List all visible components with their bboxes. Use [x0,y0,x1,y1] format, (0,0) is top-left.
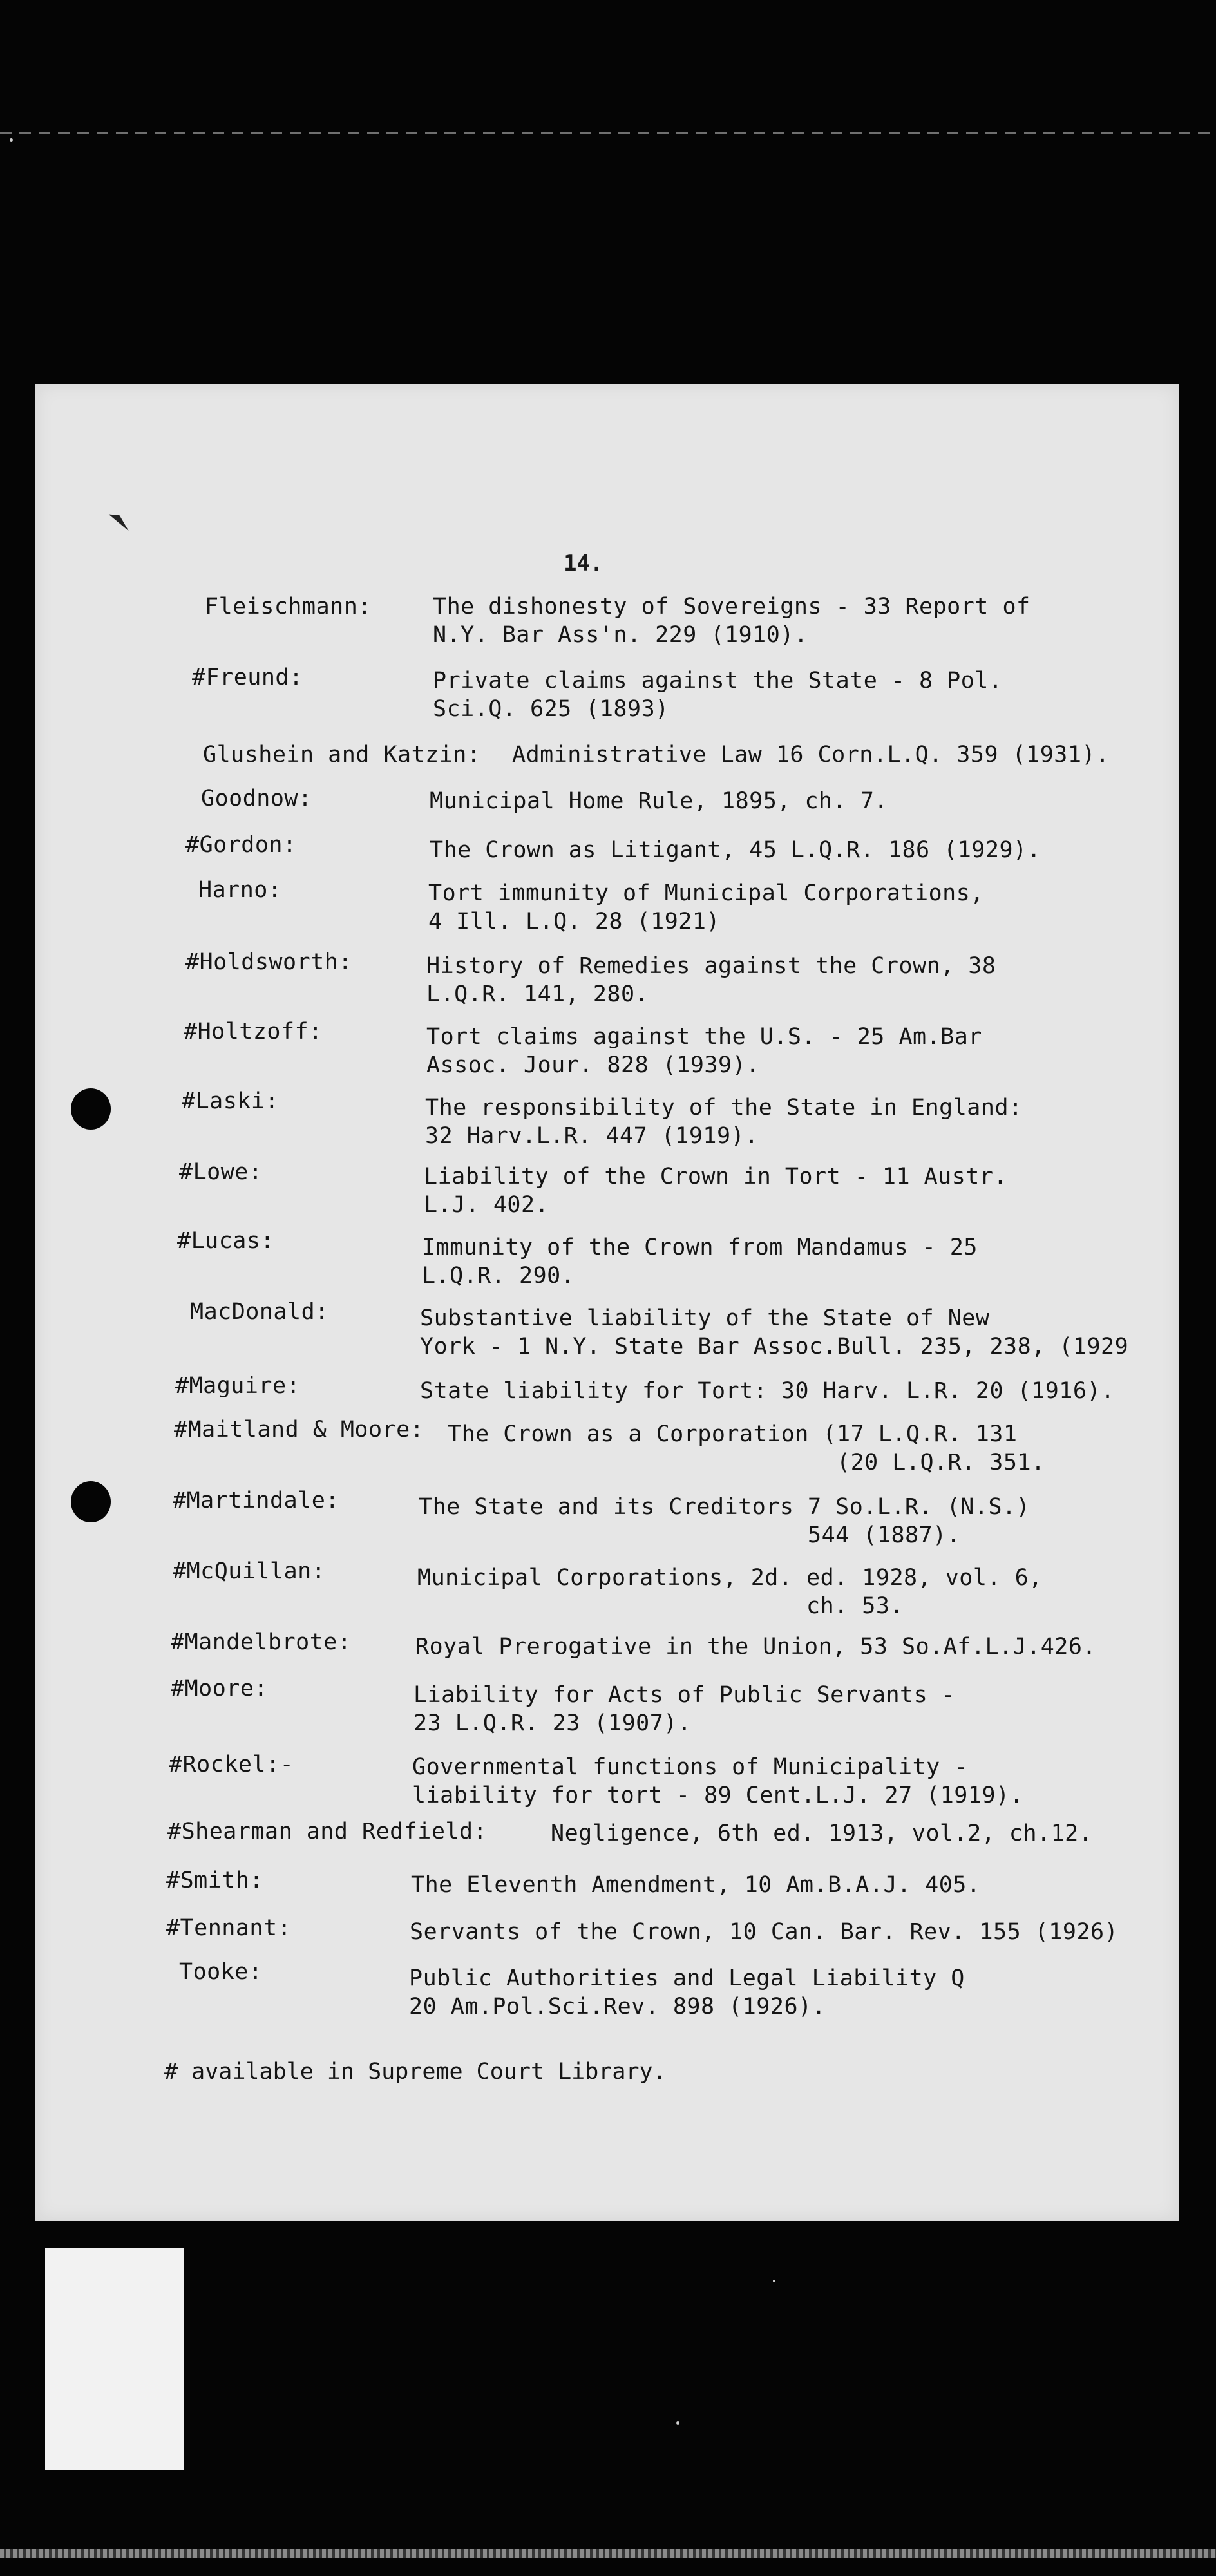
entry-citation: State liability for Tort: 30 Harv. L.R. 20 (1916). [420,1378,1115,1404]
entry-citation: Municipal Home Rule, 1895, ch. 7. [430,788,888,814]
entry-author: #Tennant: [166,1915,292,1941]
entry-author: #Lowe: [179,1159,263,1185]
entry-citation: Municipal Corporations, 2d. ed. 1928, vol. 6, ch. 53. [417,1565,1043,1619]
entry-author: #Rockel:- [169,1752,294,1777]
entry-citation: Liability of the Crown in Tort - 11 Austr. L.J. 402. [424,1164,1008,1218]
entry-author: #Maitland & Moore: [174,1417,424,1443]
entry-citation: The Crown as Litigant, 45 L.Q.R. 186 (1929). [430,837,1041,863]
entry-citation: Tort immunity of Municipal Corporations, 4 Ill. L.Q. 28 (1921) [428,880,984,934]
entry-citation: The responsibility of the State in England: 32 Harv.L.R. 447 (1919). [425,1095,1023,1149]
entry-author: Glushein and Katzin: [203,742,481,768]
footnote: # available in Supreme Court Library. [164,2059,667,2085]
entry-citation: Administrative Law 16 Corn.L.Q. 359 (1931). [512,742,1110,768]
scan-target-card [45,2248,184,2470]
scan-edge-bottom [0,2549,1216,2558]
entry-citation: Servants of the Crown, 10 Can. Bar. Rev. 155 (1926) [410,1919,1119,1945]
entry-citation: The dishonesty of Sovereigns - 33 Report of N.Y. Bar Ass'n. 229 (1910). [433,594,1031,648]
entry-author: MacDonald: [190,1299,329,1325]
entry-author: #Martindale: [173,1488,339,1513]
entry-author: Goodnow: [201,786,312,811]
entry-author: Harno: [198,877,282,903]
entry-citation: Private claims against the State - 8 Pol. Sci.Q. 625 (1893) [433,668,1003,722]
entry-author: #Smith: [166,1868,264,1893]
entry-author: #Freund: [192,665,303,690]
entry-citation: Governmental functions of Municipality - liability for tort - 89 Cent.L.J. 27 (1919). [412,1754,1024,1808]
entry-author: #Shearman and Redfield: [167,1819,488,1844]
entry-author: #McQuillan: [173,1558,326,1584]
entry-citation: Substantive liability of the State of New York - 1 N.Y. State Bar Assoc.Bull. 235, 238, (1929 [420,1305,1129,1359]
entry-author: #Holdsworth: [185,949,352,975]
entry-citation: Liability for Acts of Public Servants - 23 L.Q.R. 23 (1907). [413,1682,956,1736]
entry-citation: The Eleventh Amendment, 10 Am.B.A.J. 405. [411,1872,981,1898]
entry-author: #Maguire: [175,1373,301,1399]
entry-author: Tooke: [179,1959,263,1985]
entry-citation: The State and its Creditors 7 So.L.R. (N.S.) 544 (1887). [419,1494,1031,1548]
entry-author: Fleischmann: [205,594,372,620]
entry-citation: Public Authorities and Legal Liability Q 20 Am.Pol.Sci.Rev. 898 (1926). [409,1965,965,2020]
entry-citation: Tort claims against the U.S. - 25 Am.Bar Assoc. Jour. 828 (1939). [426,1024,982,1078]
dust-speck [676,2421,679,2425]
entry-citation: History of Remedies against the Crown, 38 L.Q.R. 141, 280. [426,953,996,1007]
entry-author: #Lucas: [177,1228,275,1254]
entry-citation: Immunity of the Crown from Mandamus - 25 L.Q.R. 290. [422,1235,978,1289]
entry-citation: Royal Prerogative in the Union, 53 So.Af.L.J.426. [415,1634,1097,1660]
entry-author: #Gordon: [185,832,297,858]
entry-author: #Laski: [182,1088,280,1114]
dust-speck [773,2280,775,2282]
entry-citation: The Crown as a Corporation (17 L.Q.R. 131 (20 L.Q.R. 351. [448,1421,1045,1475]
entry-citation: Negligence, 6th ed. 1913, vol.2, ch.12. [551,1821,1093,1846]
entry-author: #Moore: [171,1676,269,1701]
entry-author: #Mandelbrote: [171,1629,352,1655]
page-number: 14. [564,551,603,576]
entry-author: #Holtzoff: [184,1019,323,1045]
